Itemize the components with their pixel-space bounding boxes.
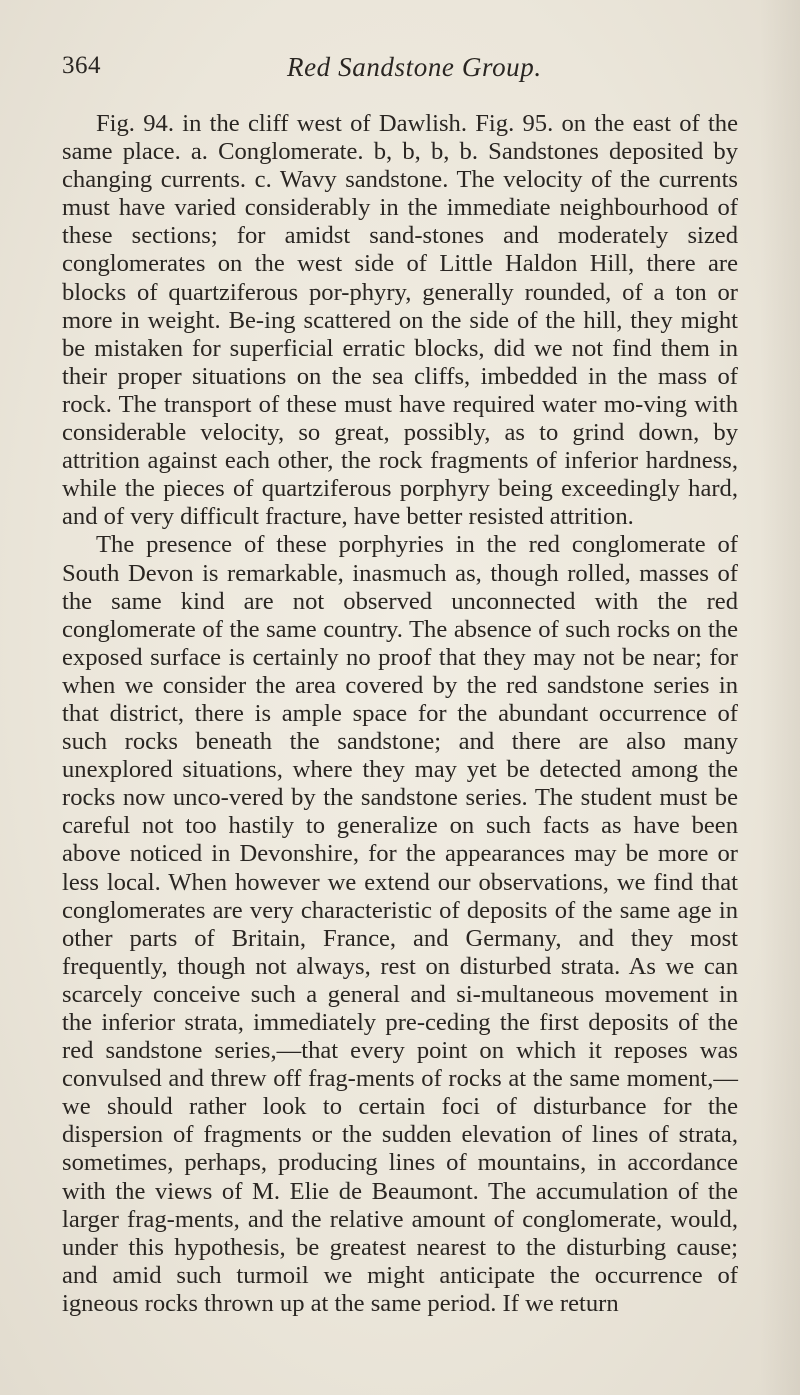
running-head: Red Sandstone Group. xyxy=(287,52,542,82)
page-edge-shadow xyxy=(760,0,800,1395)
page-header xyxy=(62,52,752,92)
paragraph-figure-caption: Fig. 94. in the cliff west of Dawlish. Fig. 95. on the east of the same place. a. Conglomerate. b, b, b, b. Sandstones deposited by changing currents. c. Wavy sandstone. The velocity of the currents must have varied considerably in the immediate neighbourhood of these sections; for amidst sand-stones and moderately sized conglomerates on the west side of Little Haldon Hill, there are blocks of quartziferous por-phyry, generally rounded, of a ton or more in weight. Be-ing scattered on the side of the hill, they might be mistaken for superficial erratic blocks, did we not find them in their proper situations on the sea cliffs, imbedded in the mass of rock. The transport of these must have required water mo-ving with considerable velocity, so great, possibly, as to grind down, by attrition against each other, the rock fragments of inferior hardness, while the pieces of quartziferous porphyry being exceedingly hard, and of very difficult fracture, have better resisted attrition. xyxy=(62,110,738,531)
body-text xyxy=(62,110,738,1318)
paragraph-porphyries: The presence of these porphyries in the red conglomerate of South Devon is remarkable, inasmuch as, though rolled, masses of the same kind are not observed unconnected with the red conglomerate of the same country. The absence of such rocks on the exposed surface is certainly no proof that they may not be near; for when we consider the area covered by the red sandstone series in that district, there is ample space for the abundant occurrence of such rocks beneath the sandstone; and there are also many unexplored situations, where they may yet be detected among the rocks now unco-vered by the sandstone series. The student must be careful not too hastily to generalize on such facts as have been above noticed in Devonshire, for the appearances may be more or less local. When however we extend our observations, we find that conglomerates are very characteristic of deposits of the same age in other parts of Britain, France, and Germany, and they most frequently, though not always, rest on disturbed strata. As we can scarcely conceive such a general and si-multaneous movement in the inferior strata, immediately pre-ceding the first deposits of the red sandstone series,—that every point on which it reposes was convulsed and threw off frag-ments of rocks at the same moment,—we should rather look to certain foci of disturbance for the dispersion of fragments or the sudden elevation of lines of strata, sometimes, perhaps, producing lines of mountains, in accordance with the views of M. Elie de Beaumont. The accumulation of the larger frag-ments, and the relative amount of conglomerate, would, under this hypothesis, be greatest nearest to the disturbing cause; and amid such turmoil we might anticipate the occurrence of igneous rocks thrown up at the same period. If we return xyxy=(62,531,738,1317)
page-number: 364 xyxy=(62,52,101,79)
